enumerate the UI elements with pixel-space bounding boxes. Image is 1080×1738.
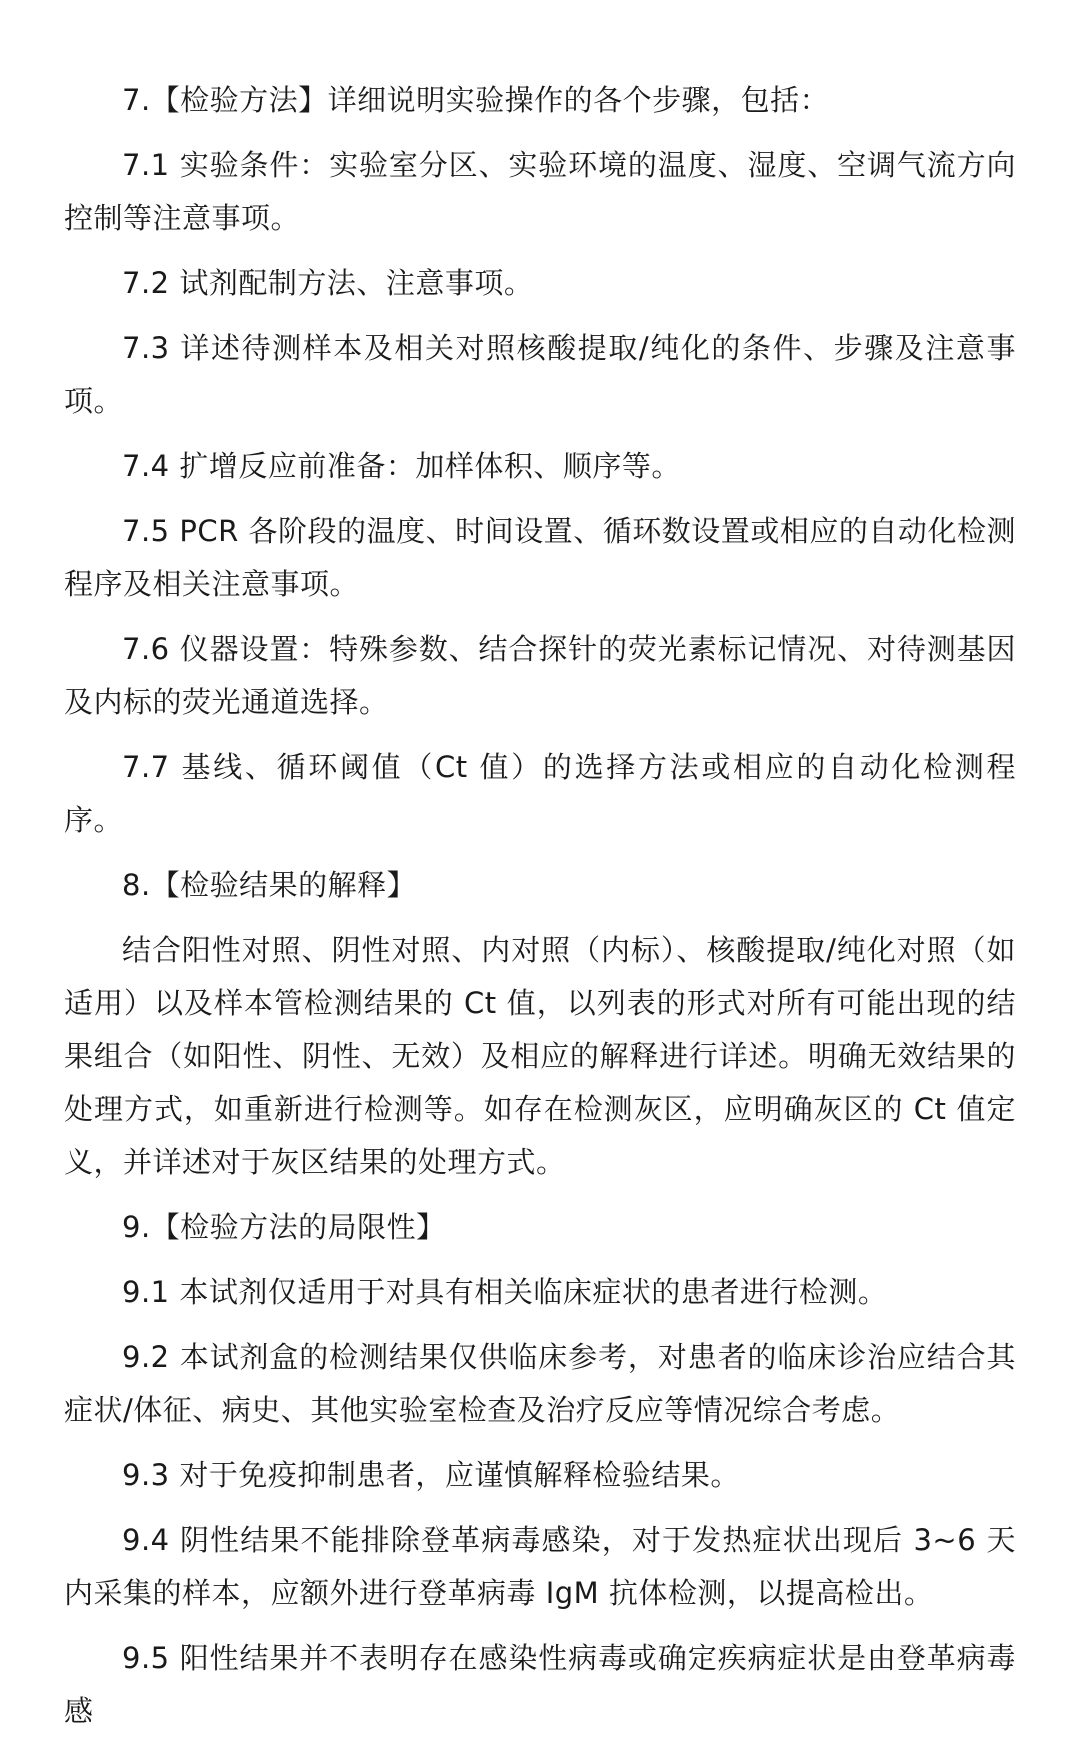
paragraph-7-7: 7.7 基线、循环阈值（Ct 值）的选择方法或相应的自动化检测程序。 [64, 750, 1016, 837]
paragraph-7-3: 7.3 详述待测样本及相关对照核酸提取/纯化的条件、步骤及注意事项。 [64, 331, 1016, 418]
paragraph-7-4: 7.4 扩增反应前准备：加样体积、顺序等。 [122, 449, 681, 483]
paragraph-7-1: 7.1 实验条件：实验室分区、实验环境的温度、湿度、空调气流方向控制等注意事项。 [64, 148, 1016, 235]
paragraph-9-heading: 9.【检验方法的局限性】 [122, 1210, 446, 1244]
paragraph-9-2: 9.2 本试剂盒的检测结果仅供临床参考，对患者的临床诊治应结合其症状/体征、病史、其他实验室检查及治疗反应等情况综合考虑。 [64, 1340, 1016, 1427]
paragraph-9-5: 9.5 阳性结果并不表明存在感染性病毒或确定疾病症状是由登革病毒感 [64, 1641, 1016, 1728]
paragraph-8-heading: 8.【检验结果的解释】 [122, 868, 417, 902]
paragraph-7-2: 7.2 试剂配制方法、注意事项。 [122, 266, 534, 300]
paragraph-7-5: 7.5 PCR 各阶段的温度、时间设置、循环数设置或相应的自动化检测程序及相关注意事项。 [64, 514, 1016, 601]
paragraph-9-1: 9.1 本试剂仅适用于对具有相关临床症状的患者进行检测。 [122, 1275, 888, 1309]
paragraph-8-body: 结合阳性对照、阴性对照、内对照（内标）、核酸提取/纯化对照（如适用）以及样本管检测结果的 Ct 值，以列表的形式对所有可能出现的结果组合（如阳性、阴性、无效）及相应的解释进行详述。明确无效结果的处理方式，如重新进行检测等。如存在检测灰区，应明确灰区的 Ct 值定义，并详述对于灰区结果的处理方式。 [64, 933, 1016, 1179]
paragraph-7-6: 7.6 仪器设置：特殊参数、结合探针的荧光素标记情况、对待测基因及内标的荧光通道选择。 [64, 632, 1016, 719]
paragraph-7-heading: 7.【检验方法】详细说明实验操作的各个步骤，包括： [122, 83, 830, 117]
paragraph-9-4: 9.4 阴性结果不能排除登革病毒感染，对于发热症状出现后 3~6 天内采集的样本，应额外进行登革病毒 IgM 抗体检测，以提高检出。 [64, 1523, 1016, 1610]
paragraph-9-3: 9.3 对于免疫抑制患者，应谨慎解释检验结果。 [122, 1458, 740, 1492]
